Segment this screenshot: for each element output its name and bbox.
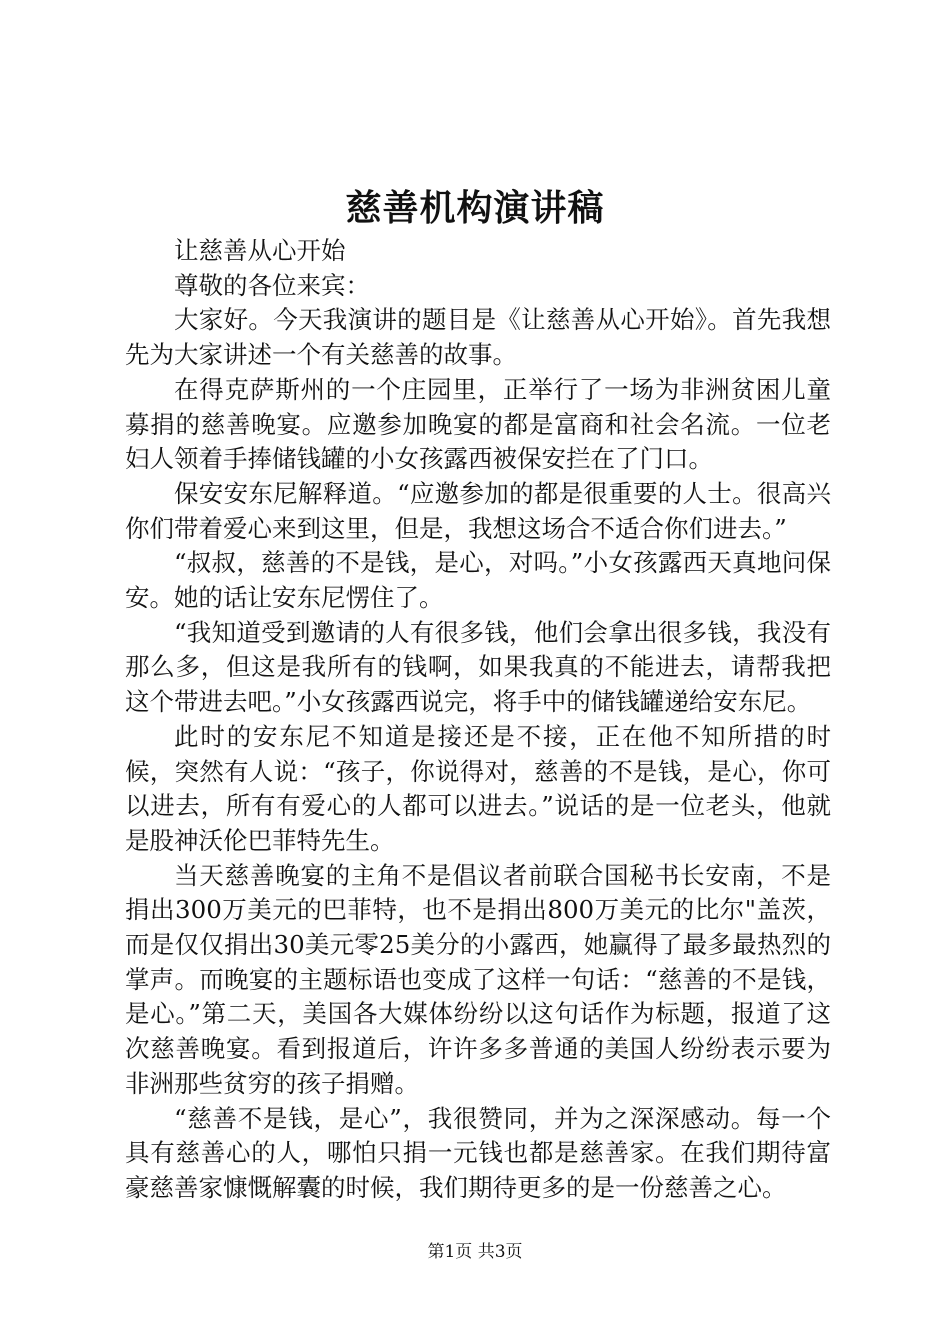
paragraph-intro: 大家好。今天我演讲的题目是《让慈善从心开始》。首先我想先为大家讲述一个有关慈善的故事。 bbox=[125, 305, 831, 370]
paragraph-subtitle: 让慈善从心开始 bbox=[174, 236, 346, 265]
paragraph-evening-outcome: 当天慈善晚宴的主角不是倡议者前联合国秘书长安南，不是捐出300万美元的巴菲特，也不是捐出800万美元的比尔"盖茨，而是仅仅捐出30美元零25美分的小露西，她赢得了最多最热烈的掌声。而晚宴的主题标语也变成了这样一句话：“慈善的不是钱，是心。”第二天，美国各大媒体纷纷以这句话作为标题，报道了这次慈善晚宴。看到报道后，许许多多普通的美国人纷纷表示要为非洲那些贫穷的孩子捐赠。 bbox=[125, 860, 831, 1098]
paragraph-salutation: 尊敬的各位来宾： bbox=[174, 270, 370, 300]
paragraph-guard-explains: 保安安东尼解释道。“应邀参加的都是很重要的人士。很高兴你们带着爱心来到这里，但是，我想这场合不适合你们进去。” bbox=[125, 478, 831, 543]
document-title: 慈善机构演讲稿 bbox=[345, 187, 605, 229]
paragraph-story-setting: 在得克萨斯州的一个庄园里，正举行了一场为非洲贫困儿童募捐的慈善晚宴。应邀参加晚宴的都是富商和社会名流。一位老妇人领着手捧储钱罐的小女孩露西被保安拦在了门口。 bbox=[125, 374, 831, 474]
paragraph-girl-pleads: “我知道受到邀请的人有很多钱，他们会拿出很多钱，我没有那么多，但这是我所有的钱啊，如果我真的不能进去，请帮我把这个带进去吧。”小女孩露西说完，将手中的储钱罐递给安东尼。 bbox=[125, 617, 831, 717]
document-body bbox=[125, 234, 831, 1206]
paragraph-girl-asks: “叔叔，慈善的不是钱，是心，对吗。”小女孩露西天真地问保安。她的话让安东尼愣住了。 bbox=[125, 548, 831, 613]
paragraph-buffett-speaks: 此时的安东尼不知道是接还是不接，正在他不知所措的时候，突然有人说：“孩子，你说得对，慈善的不是钱，是心，你可以进去，所有有爱心的人都可以进去。”说话的是一位老头，他就是股神沃伦巴菲特先生。 bbox=[125, 721, 831, 855]
paragraph-conclusion: “慈善不是钱，是心”，我很赞同，并为之深深感动。每一个具有慈善心的人，哪怕只捐一元钱也都是慈善家。在我们期待富豪慈善家慷慨解囊的时候，我们期待更多的是一份慈善之心。 bbox=[125, 1103, 831, 1202]
page-number-footer: 第1页 共3页 bbox=[427, 1242, 523, 1262]
